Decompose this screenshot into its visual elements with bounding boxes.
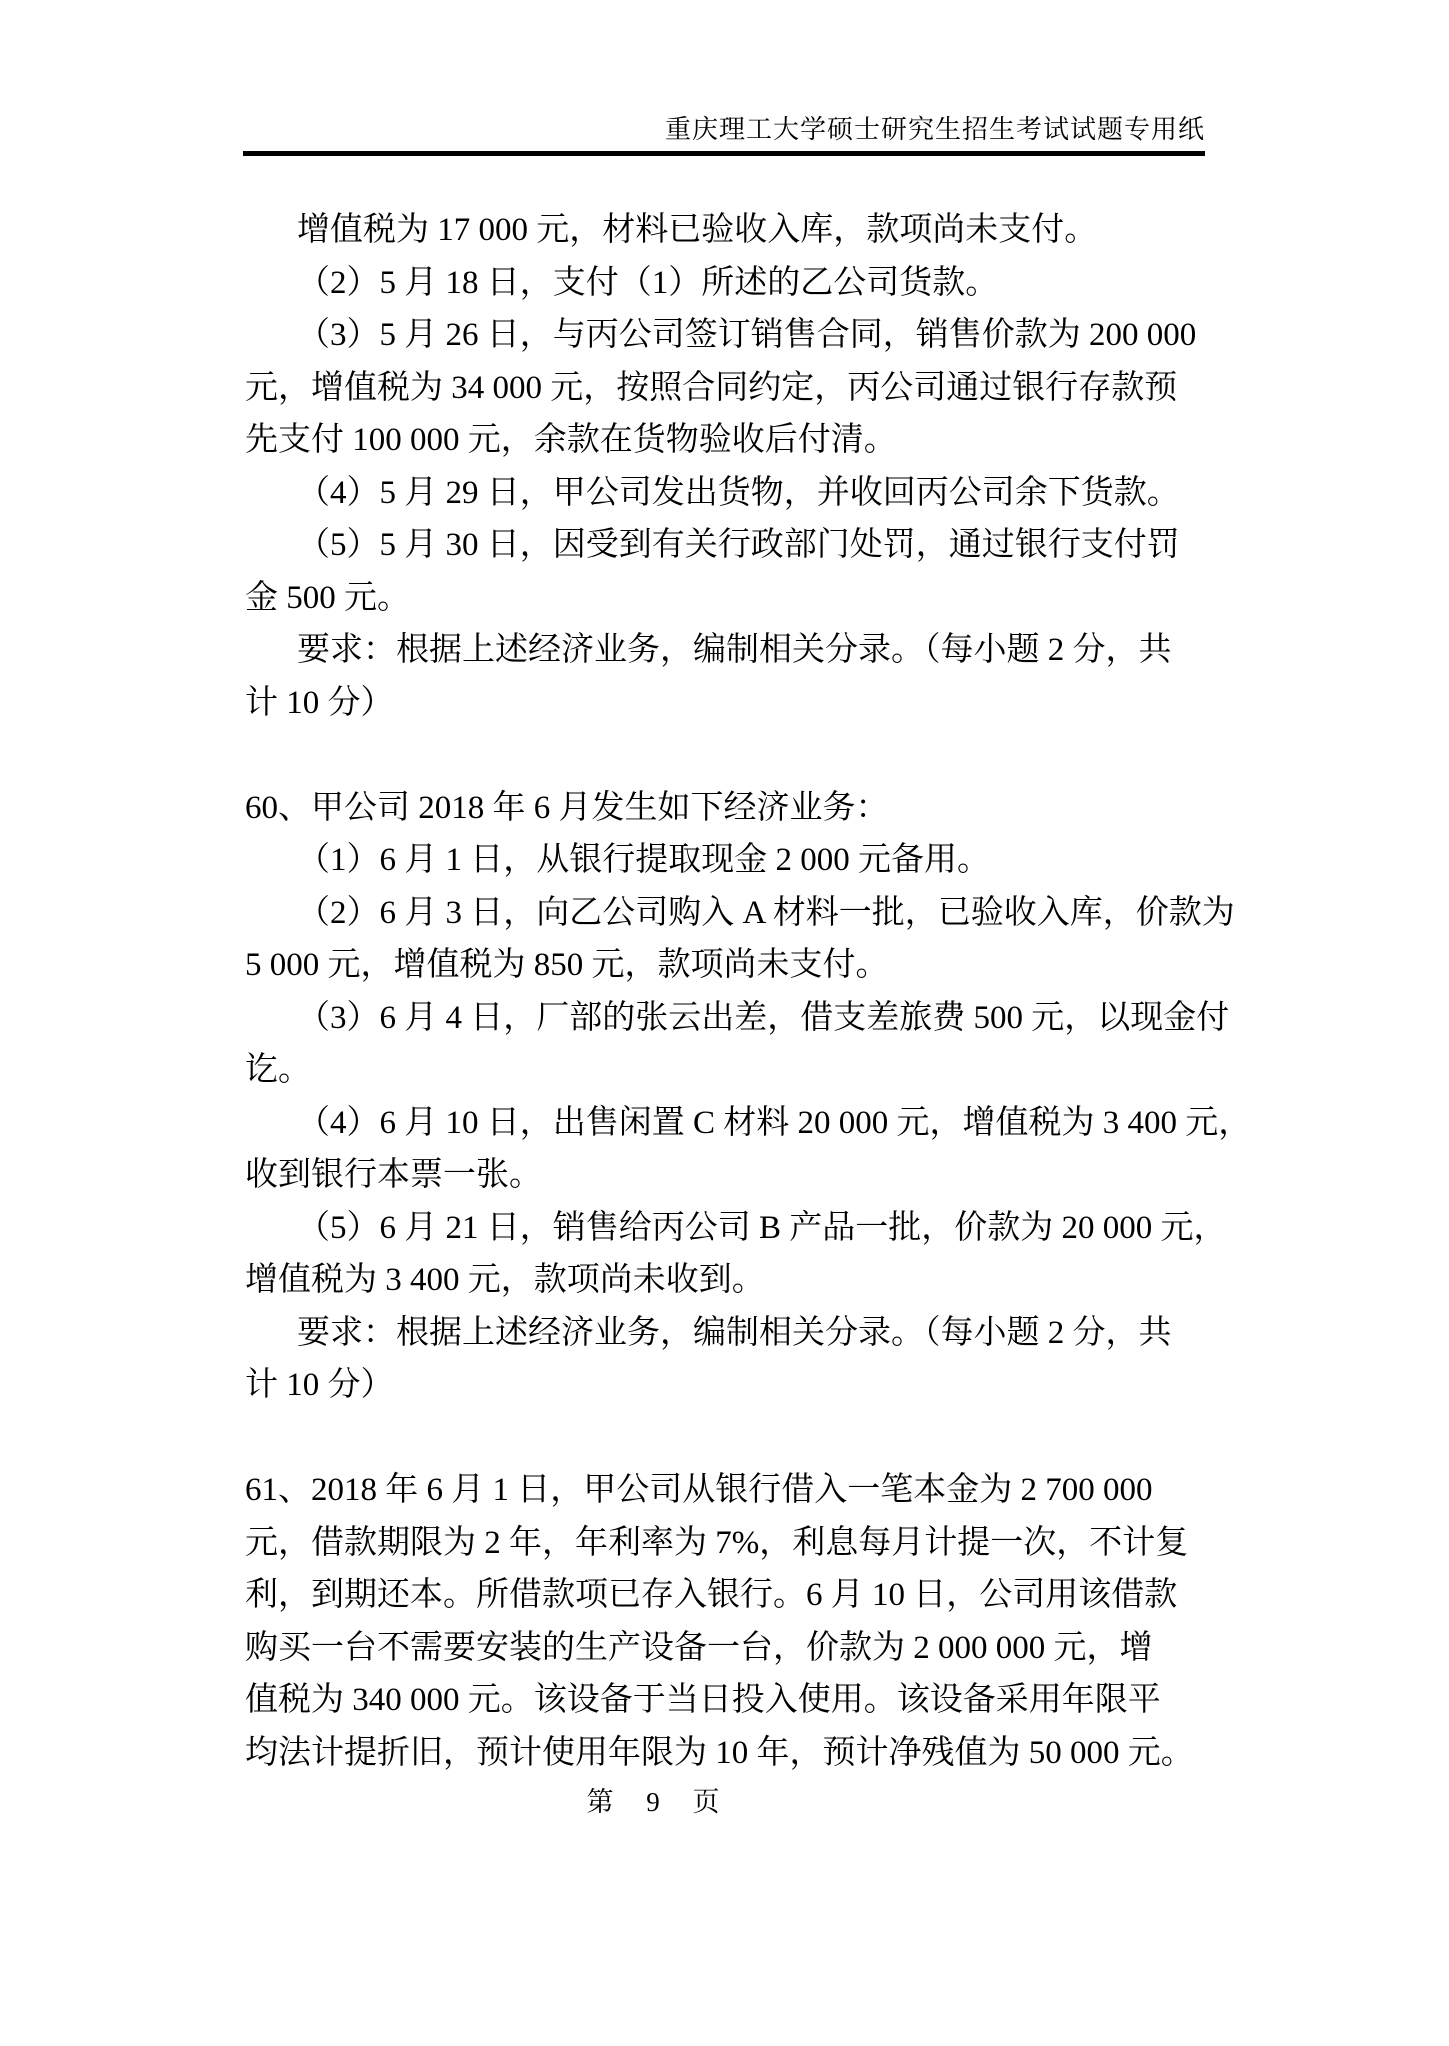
text-line: （3）5 月 26 日，与丙公司签订销售合同，销售价款为 200 000	[297, 317, 1197, 353]
text-line: 均法计提折旧，预计使用年限为 10 年，预计净残值为 50 000 元。	[245, 1734, 1194, 1771]
blank-line	[245, 729, 1210, 782]
text-line: （3）6 月 4 日，厂部的张云出差，借支差旅费 500 元，以现金付	[297, 999, 1230, 1036]
text-line: （4）6 月 10 日，出售闲置 C 材料 20 000 元，增值税为 3 400 元，	[297, 1104, 1252, 1141]
text-line: 值税为 340 000 元。该设备于当日投入使用。该设备采用年限平	[245, 1682, 1161, 1718]
text-line: 收到银行本票一张。	[245, 1157, 542, 1193]
text-line: （1）6 月 1 日，从银行提取现金 2 000 元备用。	[297, 842, 990, 878]
text-line: （5）5 月 30 日，因受到有关行政部门处罚，通过银行支付罚	[297, 527, 1180, 563]
text-line: 5 000 元，增值税为 850 元，款项尚未支付。	[245, 947, 889, 983]
text-line: 讫。	[245, 1052, 311, 1088]
text-line: 元，借款期限为 2 年，年利率为 7%，利息每月计提一次，不计复	[245, 1524, 1189, 1561]
text-line: 增值税为 3 400 元，款项尚未收到。	[245, 1262, 765, 1298]
header-rule	[243, 151, 1205, 156]
page-footer	[243, 1786, 1063, 1818]
text-line: （5）6 月 21 日，销售给丙公司 B 产品一批，价款为 20 000 元，	[297, 1209, 1227, 1246]
document-body	[245, 204, 1252, 1779]
text-line: 61、2018 年 6 月 1 日，甲公司从银行借入一笔本金为 2 700 000	[245, 1472, 1153, 1508]
text-line: （2）5 月 18 日，支付（1）所述的乙公司货款。	[297, 264, 999, 301]
text-line: 要求：根据上述经济业务，编制相关分录。（每小题 2 分，共	[297, 1314, 1172, 1351]
text-line: 60、甲公司 2018 年 6 月发生如下经济业务：	[245, 789, 889, 826]
text-line: 要求：根据上述经济业务，编制相关分录。（每小题 2 分，共	[297, 632, 1172, 668]
text-line: （4）5 月 29 日，甲公司发出货物，并收回丙公司余下货款。	[297, 474, 1180, 511]
text-line: 增值税为 17 000 元，材料已验收入库，款项尚未支付。	[297, 212, 1098, 248]
text-line: 购买一台不需要安装的生产设备一台，价款为 2 000 000 元，增	[245, 1629, 1153, 1666]
header-title: 重庆理工大学硕士研究生招生考试试题专用纸	[664, 115, 1205, 144]
page-number: 第 9 页	[586, 1787, 720, 1817]
text-line: 计 10 分）	[245, 1367, 394, 1403]
text-line: 元，增值税为 34 000 元，按照合同约定，丙公司通过银行存款预	[245, 369, 1178, 406]
text-line: 先支付 100 000 元，余款在货物验收后付清。	[245, 422, 897, 458]
text-line: 金 500 元。	[245, 579, 410, 616]
text-line: （2）6 月 3 日，向乙公司购入 A 材料一批，已验收入库，价款为	[297, 894, 1235, 931]
blank-line	[245, 1412, 1210, 1465]
text-line: 利，到期还本。所借款项已存入银行。6 月 10 日，公司用该借款	[245, 1577, 1178, 1613]
text-line: 计 10 分）	[245, 684, 394, 721]
page-header	[243, 114, 1205, 146]
